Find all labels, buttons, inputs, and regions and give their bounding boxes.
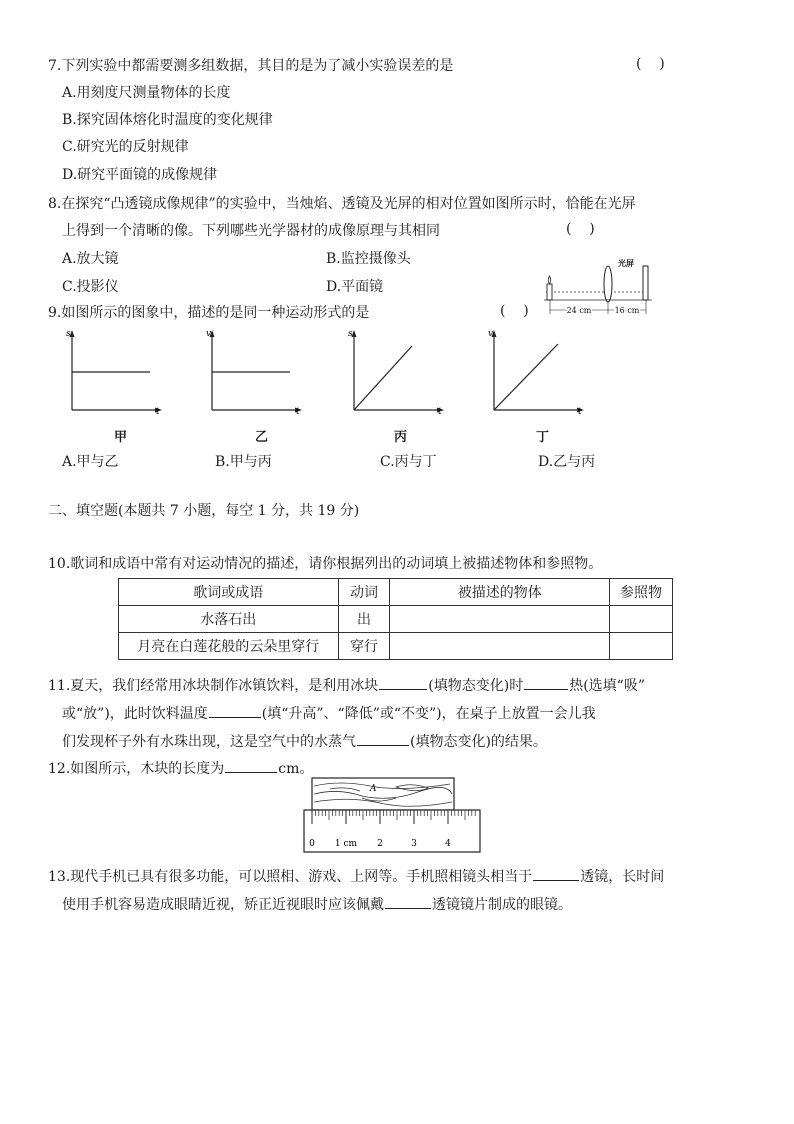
- q11-text: 11.夏天，我们经常用冰块制作冰镇饮料，是利用冰块: [48, 678, 379, 694]
- tick-label: 4: [445, 839, 451, 849]
- table-row: [119, 633, 673, 660]
- header-cell: 动词: [338, 579, 390, 606]
- ruler-figure: [300, 776, 485, 856]
- q13-text: 使用手机容易造成眼睛近视，矫正近视眼时应该佩戴: [62, 897, 384, 913]
- graph-ding: [480, 326, 590, 418]
- phrase-cell: 水落石出: [119, 606, 339, 633]
- q8-option-d[interactable]: D.平面镜: [326, 279, 384, 295]
- q13-text: 透镜镜片制成的眼镜。: [432, 897, 572, 913]
- q8-answer-paren[interactable]: ( ): [566, 221, 595, 237]
- header-cell: 歌词或成语: [119, 579, 339, 606]
- q11-text: (填物态变化)时: [428, 678, 524, 694]
- graph-bing-ylabel: s: [348, 329, 353, 339]
- graph-bing: [340, 326, 450, 418]
- q13-text: 13.现代手机已具有很多功能，可以照相、游戏、上网等。手机照相镜头相当于: [48, 869, 533, 885]
- distance-label-1: 24 cm: [566, 306, 592, 315]
- q12-text: cm。: [278, 761, 314, 777]
- reference-answer-cell[interactable]: [610, 633, 673, 660]
- table-row: [119, 606, 673, 633]
- object-answer-cell[interactable]: [390, 633, 610, 660]
- graph-yi-ylabel: v: [206, 329, 212, 339]
- ruler-body: [304, 810, 480, 852]
- candle-icon: [547, 276, 552, 300]
- q10-stem: 10.歌词和成语中常有对运动情况的描述，请你根据列出的动词填上被描述物体和参照物。: [48, 556, 603, 572]
- q9-option-c[interactable]: C.丙与丁: [380, 454, 437, 470]
- wood-block: [312, 778, 454, 810]
- graph-bing-xlabel: t: [438, 407, 442, 417]
- lens-experiment-figure: [540, 254, 660, 320]
- q8-stem-line2: 上得到一个清晰的像。下列哪些光学器材的成像原理与其相同: [62, 223, 440, 239]
- graph-yi: [198, 326, 308, 418]
- light-screen-icon: [643, 266, 648, 300]
- q8-option-c[interactable]: C.投影仪: [62, 279, 119, 295]
- tick-label: 1 cm: [334, 839, 358, 849]
- tick-label: 2: [377, 839, 383, 849]
- q7-option-a[interactable]: A.用刻度尺测量物体的长度: [62, 85, 231, 101]
- graph-jia: [58, 326, 168, 418]
- graph-bing-name: 丙: [394, 430, 408, 445]
- answer-blank[interactable]: [379, 675, 427, 690]
- graph-jia-name: 甲: [114, 430, 128, 445]
- q10-table: [118, 578, 673, 660]
- graph-yi-xlabel: t: [296, 407, 300, 417]
- q11-line1: [48, 675, 645, 696]
- q7-answer-paren[interactable]: ( ): [636, 56, 665, 72]
- q11-text: 热(选填“吸”: [569, 678, 645, 694]
- q9-option-b[interactable]: B.甲与丙: [215, 454, 272, 470]
- q7-option-d[interactable]: D.研究平面镜的成像规律: [62, 167, 218, 183]
- answer-blank[interactable]: [524, 675, 568, 690]
- q13-text: 透镜，长时间: [580, 869, 665, 885]
- verb-cell: 穿行: [338, 633, 390, 660]
- convex-lens-icon: [604, 266, 612, 302]
- q11-text: 或“放”)，此时饮料温度: [62, 706, 208, 722]
- q8-option-a[interactable]: A.放大镜: [62, 251, 119, 267]
- q9-stem: 9.如图所示的图象中，描述的是同一种运动形式的是: [48, 305, 370, 321]
- q7-stem: 7.下列实验中都需要测多组数据，其目的是为了减小实验误差的是: [48, 58, 454, 74]
- answer-blank[interactable]: [533, 866, 579, 881]
- q7-option-c[interactable]: C.研究光的反射规律: [62, 139, 189, 155]
- reference-answer-cell[interactable]: [610, 606, 673, 633]
- q8-stem-line1: 8.在探究“凸透镜成像规律”的实验中，当烛焰、透镜及光屏的相对位置如图所示时，恰能在光屏: [48, 196, 636, 212]
- answer-blank[interactable]: [357, 731, 409, 746]
- verb-cell: 出: [338, 606, 390, 633]
- q11-text: 们发现杯子外有水珠出现，这是空气中的水蒸气: [62, 734, 356, 750]
- graph-ding-ylabel: v: [488, 329, 494, 339]
- screen-label: 光屏: [618, 258, 634, 268]
- graph-yi-name: 乙: [255, 430, 269, 445]
- phrase-cell: 月亮在白莲花般的云朵里穿行: [119, 633, 339, 660]
- q13-line1: [48, 866, 664, 887]
- q11-line2: [62, 703, 596, 724]
- answer-blank[interactable]: [209, 703, 261, 718]
- q8-option-b[interactable]: B.监控摄像头: [326, 251, 411, 267]
- q11-text: (填物态变化)的结果。: [410, 734, 547, 750]
- object-answer-cell[interactable]: [390, 606, 610, 633]
- q9-option-a[interactable]: A.甲与乙: [62, 454, 119, 470]
- tick-label: 3: [411, 839, 417, 849]
- section-title: 二、填空题(本题共 7 小题，每空 1 分，共 19 分): [48, 503, 360, 519]
- q7-option-b[interactable]: B.探究固体熔化时温度的变化规律: [62, 112, 273, 128]
- q12-line: [48, 758, 313, 779]
- graph-jia-xlabel: t: [156, 407, 160, 417]
- q9-answer-paren[interactable]: ( ): [500, 303, 529, 319]
- answer-blank[interactable]: [225, 758, 277, 773]
- block-label: A: [370, 784, 377, 794]
- q9-option-d[interactable]: D.乙与丙: [538, 454, 596, 470]
- table-header-row: [119, 579, 673, 606]
- tick-label: 0: [309, 839, 315, 849]
- q11-text: (填“升高”、“降低”或“不变”)，在桌子上放置一会儿我: [261, 706, 596, 722]
- graph-ding-name: 丁: [536, 430, 550, 445]
- header-cell: 参照物: [610, 579, 673, 606]
- q11-line3: [62, 731, 547, 752]
- graph-ding-xlabel: t: [578, 407, 582, 417]
- header-cell: 被描述的物体: [390, 579, 610, 606]
- q12-text: 12.如图所示，木块的长度为: [48, 761, 225, 777]
- distance-label-2: 16 cm: [614, 306, 640, 315]
- q13-line2: [62, 894, 572, 915]
- graph-jia-ylabel: s: [66, 329, 71, 339]
- answer-blank[interactable]: [385, 894, 431, 909]
